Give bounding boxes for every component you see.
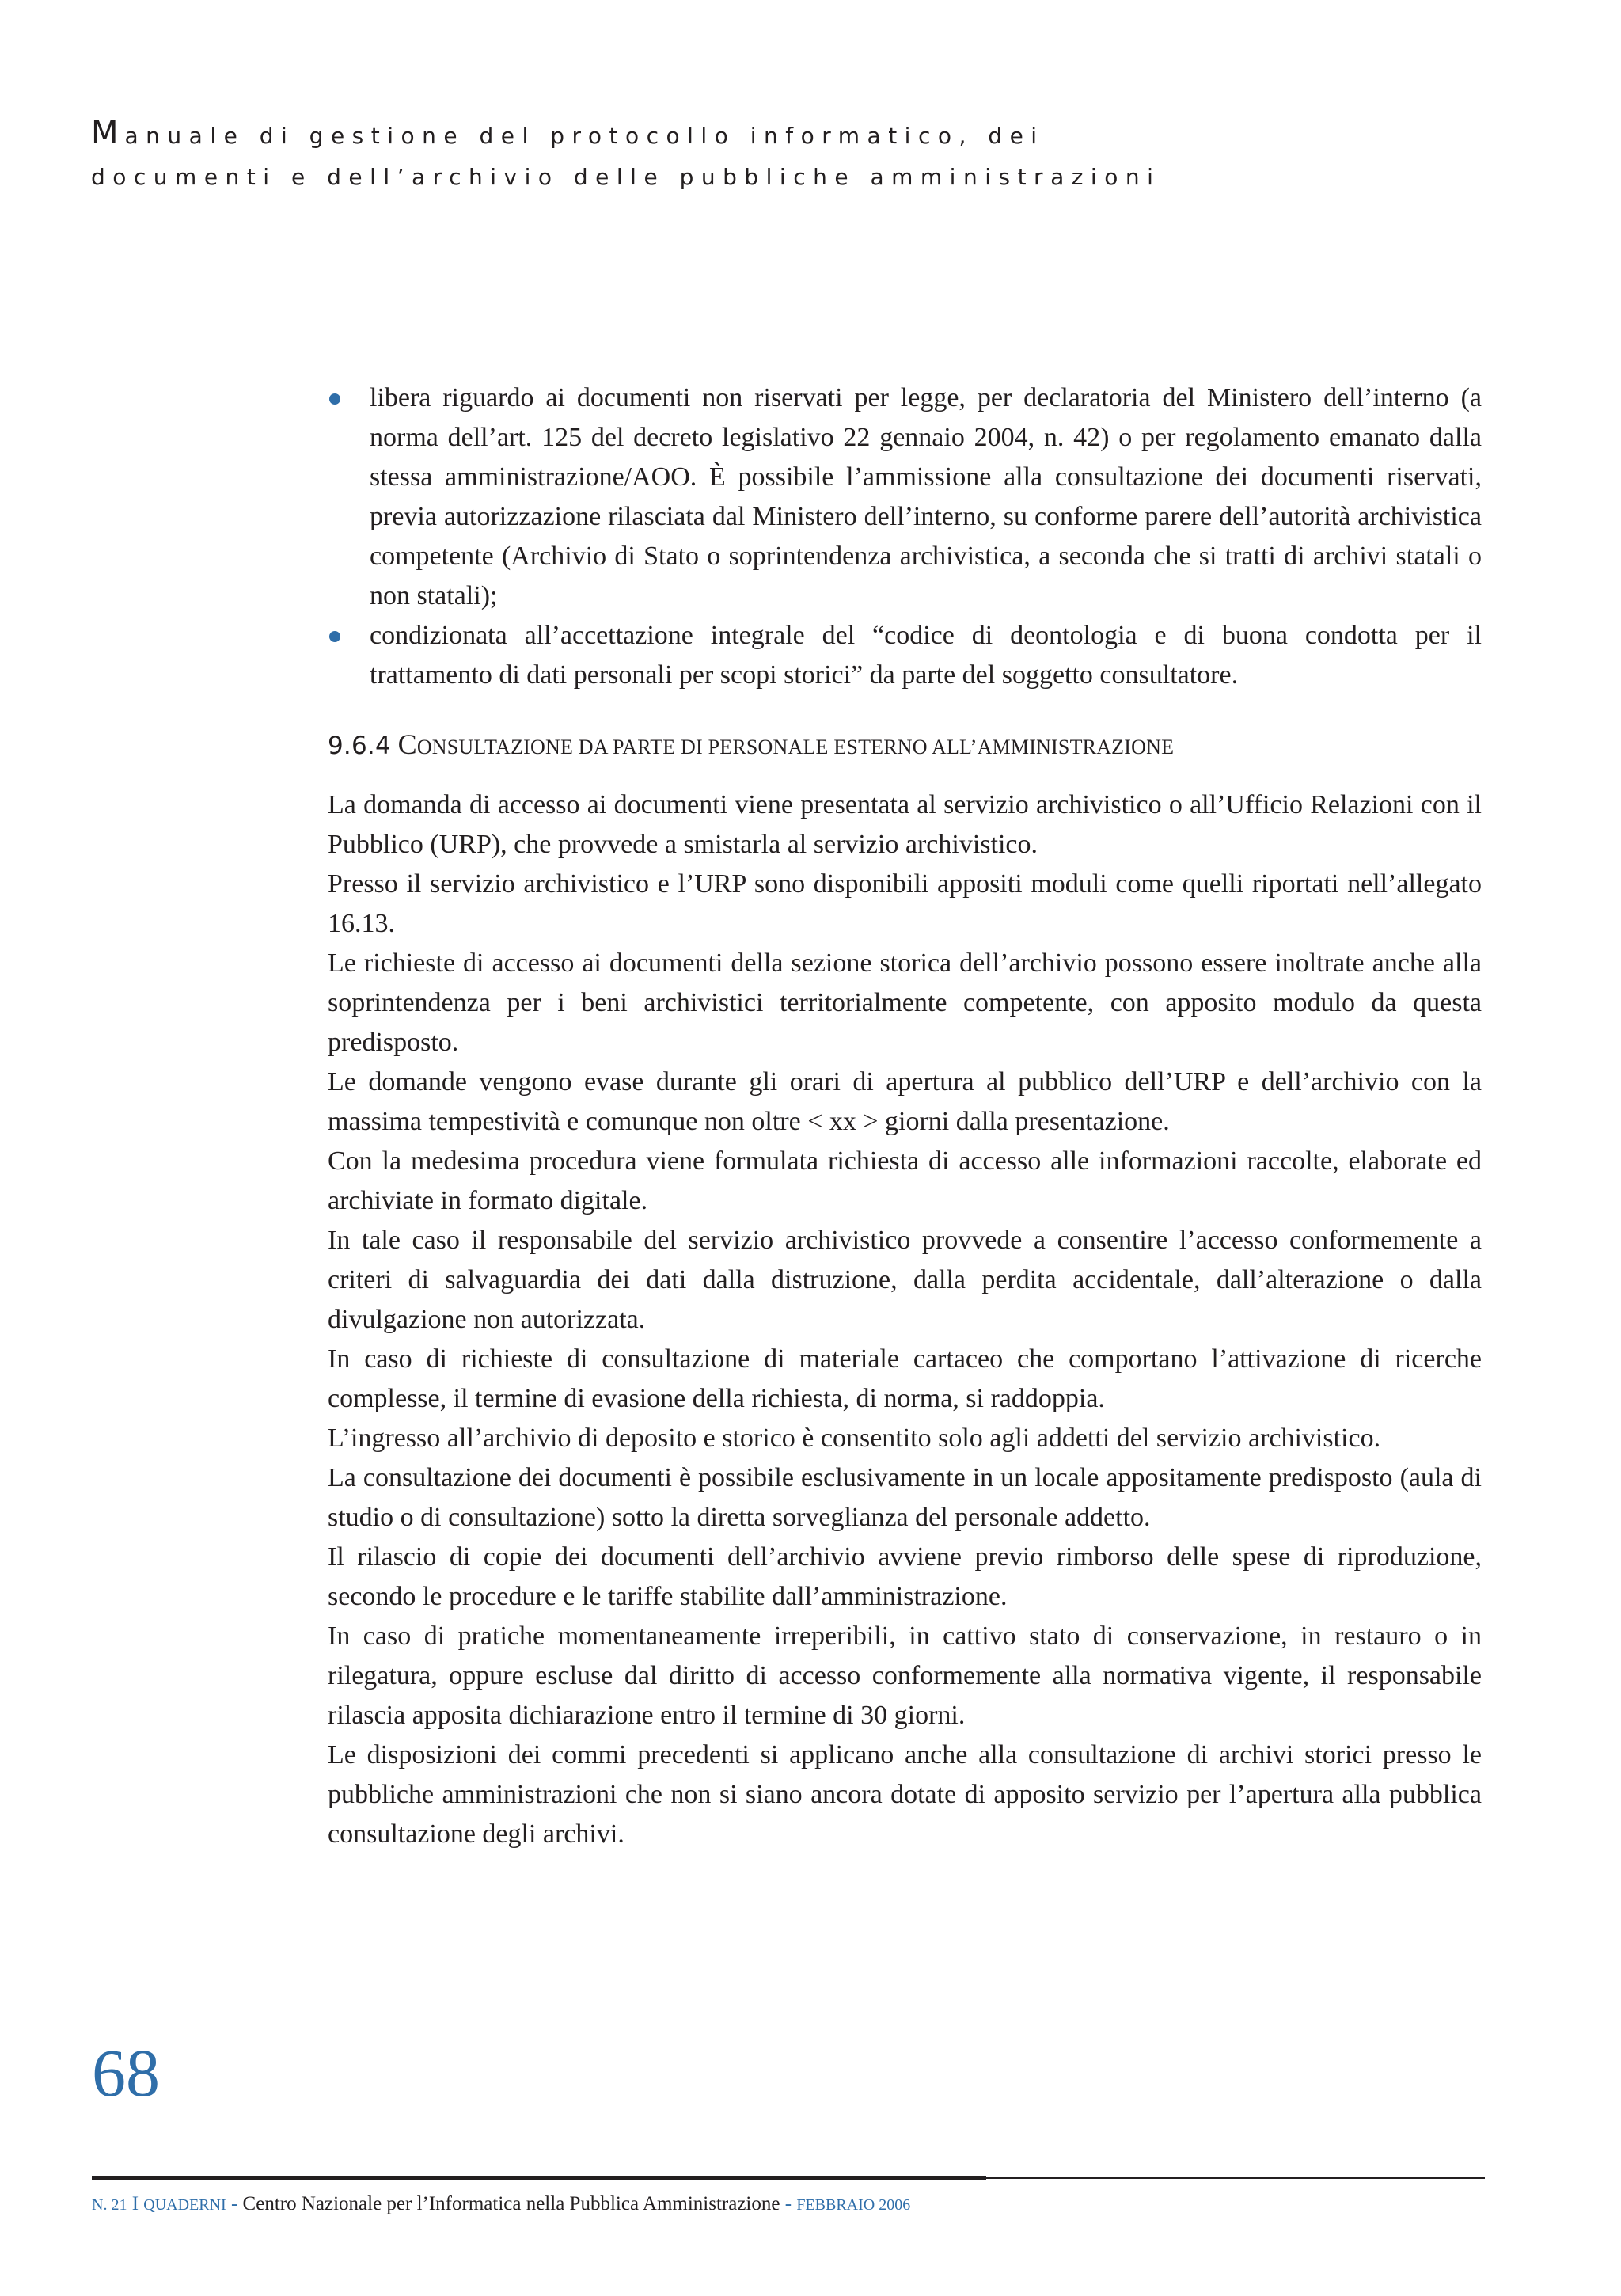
paragraph: Le disposizioni dei commi precedenti si applicano anche alla consultazione di archivi storici presso le pubbliche amministrazioni che non si siano ancora dotate di apposito servizio per l’apertura alla pubblica consultazione degli archivi. [328,1740,1482,1849]
bullet-item [294,616,1482,695]
footer-series: QUADERNI [143,2196,226,2214]
section-body [328,785,1482,1854]
paragraph: In caso di pratiche momentaneamente irreperibili, in cattivo stato di conservazione, in restauro o in rilegatura, oppure escluse dal diritto di accesso conformemente alla normativa vigente, il responsabile rilascia apposita dichiarazione entro il termine di 30 giorni. [328,1621,1482,1730]
paragraph: Presso il servizio archivistico e l’URP sono disponibili appositi moduli come quelli riportati nell’allegato 16.13. [328,869,1482,938]
paragraph: La consultazione dei documenti è possibile esclusivamente in un locale appositamente predisposto (aula di studio o di consultazione) sotto la diretta sorveglianza del personale addetto. [328,1463,1482,1532]
paragraph: Le domande vengono evase durante gli orari di apertura al pubblico dell’URP e dell’archivio con la massima tempestività e comunque non oltre < xx > giorni dalla presentazione. [328,1067,1482,1136]
running-head-line-2: documenti e dell’archivio delle pubbliche amministrazioni [91,164,1161,190]
section-title-rest: ONSULTAZIONE DA PARTE DI PERSONALE ESTERNO ALL’AMMINISTRAZIONE [416,736,1175,758]
bullet-dot-icon [329,631,340,642]
paragraph: In caso di richieste di consultazione di materiale cartaceo che comportano l’attivazione di ricerche complesse, il termine di evasione della richiesta, di norma, si raddoppia. [328,1344,1482,1413]
bullet-text: condizionata all’accettazione integrale del “codice di deontologia e di buona condotta per il trattamento di dati personali per scopi storici” da parte del soggetto consultatore. [370,621,1482,690]
page-number: 68 [92,2035,160,2111]
bullet-item [294,378,1482,616]
footer-rule-thick [92,2176,986,2180]
running-head-line-1-text: anuale di gestione del protocollo informatico, dei [124,123,1045,149]
footer-dash: - [226,2193,243,2214]
footer-separator: I [127,2193,144,2214]
footer-rule-thin [986,2177,1485,2179]
bullet-list [328,378,1482,695]
running-head-initial: M [91,115,125,151]
paragraph: Il rilascio di copie dei documenti dell’archivio avviene previo rimborso delle spese di riproduzione, secondo le procedure e le tariffe stabilite dall’amministrazione. [328,1542,1482,1611]
footer-issue: N. 21 [92,2196,127,2214]
paragraph: L’ingresso all’archivio di deposito e storico è consentito solo agli addetti del servizio archivistico. [328,1424,1381,1453]
section-number: 9.6.4 [328,732,391,760]
running-head-line-1 [91,112,1516,157]
footer-publisher: Centro Nazionale per l’Informatica nella Pubblica Amministrazione [242,2193,780,2214]
footer-date: FEBBRAIO 2006 [796,2196,911,2214]
section-heading [328,727,1482,765]
bullet-text: libera riguardo ai documenti non riservati per legge, per declaratoria del Ministero dell’interno (a norma dell’art. 125 del decreto legislativo 22 gennaio 2004, n. 42) o per regolamento emanato dalla stessa amministrazione/AOO. È possibile l’ammissione alla consultazione dei documenti riservati, previa autorizzazione rilasciata dal Ministero dell’interno, su conforme parere dell’autorità archivistica competente (Archivio di Stato o soprintendenza archivistica, a seconda che si tratti di archivi statali o non statali); [370,383,1482,610]
main-content [328,378,1482,1854]
paragraph: In tale caso il responsabile del servizio archivistico provvede a consentire l’accesso conformemente a criteri di salvaguardia dei dati dalla distruzione, dalla perdita accidentale, dall’alterazione o dalla divulgazione non autorizzata. [328,1226,1482,1334]
footer-dash: - [780,2193,797,2214]
paragraph: Con la medesima procedura viene formulata richiesta di accesso alle informazioni raccolte, elaborate ed archiviate in formato digitale. [328,1146,1482,1215]
bullet-dot-icon [329,393,340,405]
paragraph: La domanda di accesso ai documenti viene presentata al servizio archivistico o all’Ufficio Relazioni con il Pubblico (URP), che provvede a smistarla al servizio archivistico. [328,790,1482,859]
running-head [91,112,1516,198]
paragraph: Le richieste di accesso ai documenti della sezione storica dell’archivio possono essere inoltrate anche alla soprintendenza per i beni archivistici territorialmente competente, con apposito modulo da questa predisposto. [328,948,1482,1057]
footer [92,2190,1485,2219]
section-title-initial: C [397,728,417,760]
